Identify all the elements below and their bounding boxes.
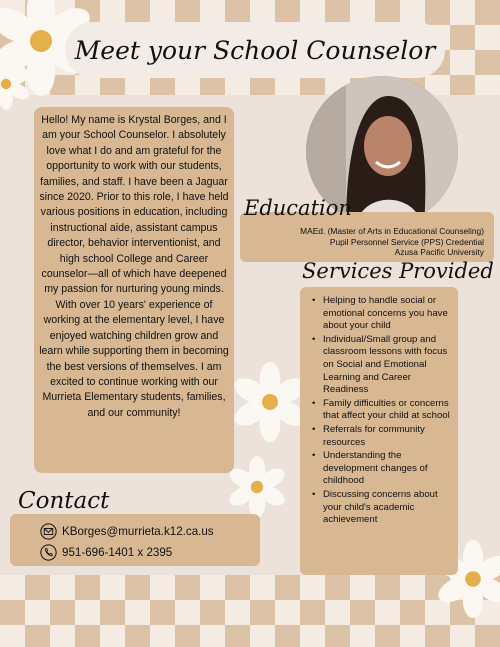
bullet-icon: • bbox=[312, 450, 316, 462]
education-university: Azusa Pacific University bbox=[394, 247, 484, 258]
bullet-icon: • bbox=[312, 295, 316, 306]
bio-paragraph-2: With over 10 years' experience of working at the elementary level, I have enjoyed watching children grow and learn while supporting them in becoming the best versions of themselves. I am excited to continue working with our Murrieta Elementary students, families, and our community! bbox=[39, 298, 229, 419]
contact-phone[interactable]: 951-696-1401 x 2395 bbox=[62, 545, 173, 559]
list-item: • Discussing concerns about your child's academic achievement bbox=[312, 488, 438, 526]
education-degree: MAEd. (Master of Arts in Educational Counseling) bbox=[300, 226, 484, 236]
education-credential: Pupil Personnel Service (PPS) Credential bbox=[329, 236, 484, 247]
list-item: • Referrals for community resources bbox=[312, 423, 425, 448]
list-item: • Individual/Small group and classroom lessons with focus on Social and Emotional Learning and Career Readiness bbox=[312, 333, 448, 396]
envelope-icon bbox=[40, 523, 57, 540]
title-banner bbox=[65, 22, 445, 78]
education-heading: Education bbox=[244, 196, 352, 220]
list-item: • Helping to handle social or emotional concerns you have about your child bbox=[312, 295, 448, 332]
services-box bbox=[300, 287, 458, 575]
contact-heading: Contact bbox=[18, 488, 110, 514]
contact-email[interactable]: KBorges@murrieta.k12.ca.us bbox=[62, 524, 214, 538]
services-heading: Services Provided bbox=[302, 259, 494, 283]
contact-phone-row bbox=[62, 543, 260, 561]
contact-email-row bbox=[62, 522, 260, 540]
list-item: • Family difficulties or concerns that affect your child at school bbox=[312, 397, 450, 422]
page-title: Meet your School Counselor bbox=[74, 35, 436, 65]
bullet-icon: • bbox=[312, 333, 316, 345]
daisy-flower-icon bbox=[0, 58, 32, 110]
list-item: • Understanding the development changes of childhood bbox=[312, 450, 428, 487]
services-list bbox=[312, 295, 454, 527]
contact-box bbox=[10, 514, 260, 566]
bio-box bbox=[34, 107, 234, 473]
daisy-flower-icon bbox=[230, 362, 310, 442]
checker-pattern-bottom bbox=[0, 575, 500, 647]
bullet-icon: • bbox=[312, 423, 316, 435]
phone-icon bbox=[40, 544, 57, 561]
bio-paragraph-1: Hello! My name is Krystal Borges, and I am your School Counselor. I absolutely love what I do and am grateful for the opportunity to work with our students, families, and staff. I have been a Jaguar since 2020. Prior to this role, I have held various positions in education, including instructional aide, assistant campus director, behavior interventionist, and high school College and Career counselor—all of which have deepened my passion for nurturing young minds. bbox=[39, 114, 229, 296]
bullet-icon: • bbox=[312, 488, 316, 500]
bullet-icon: • bbox=[312, 397, 316, 409]
daisy-flower-icon bbox=[226, 456, 288, 518]
